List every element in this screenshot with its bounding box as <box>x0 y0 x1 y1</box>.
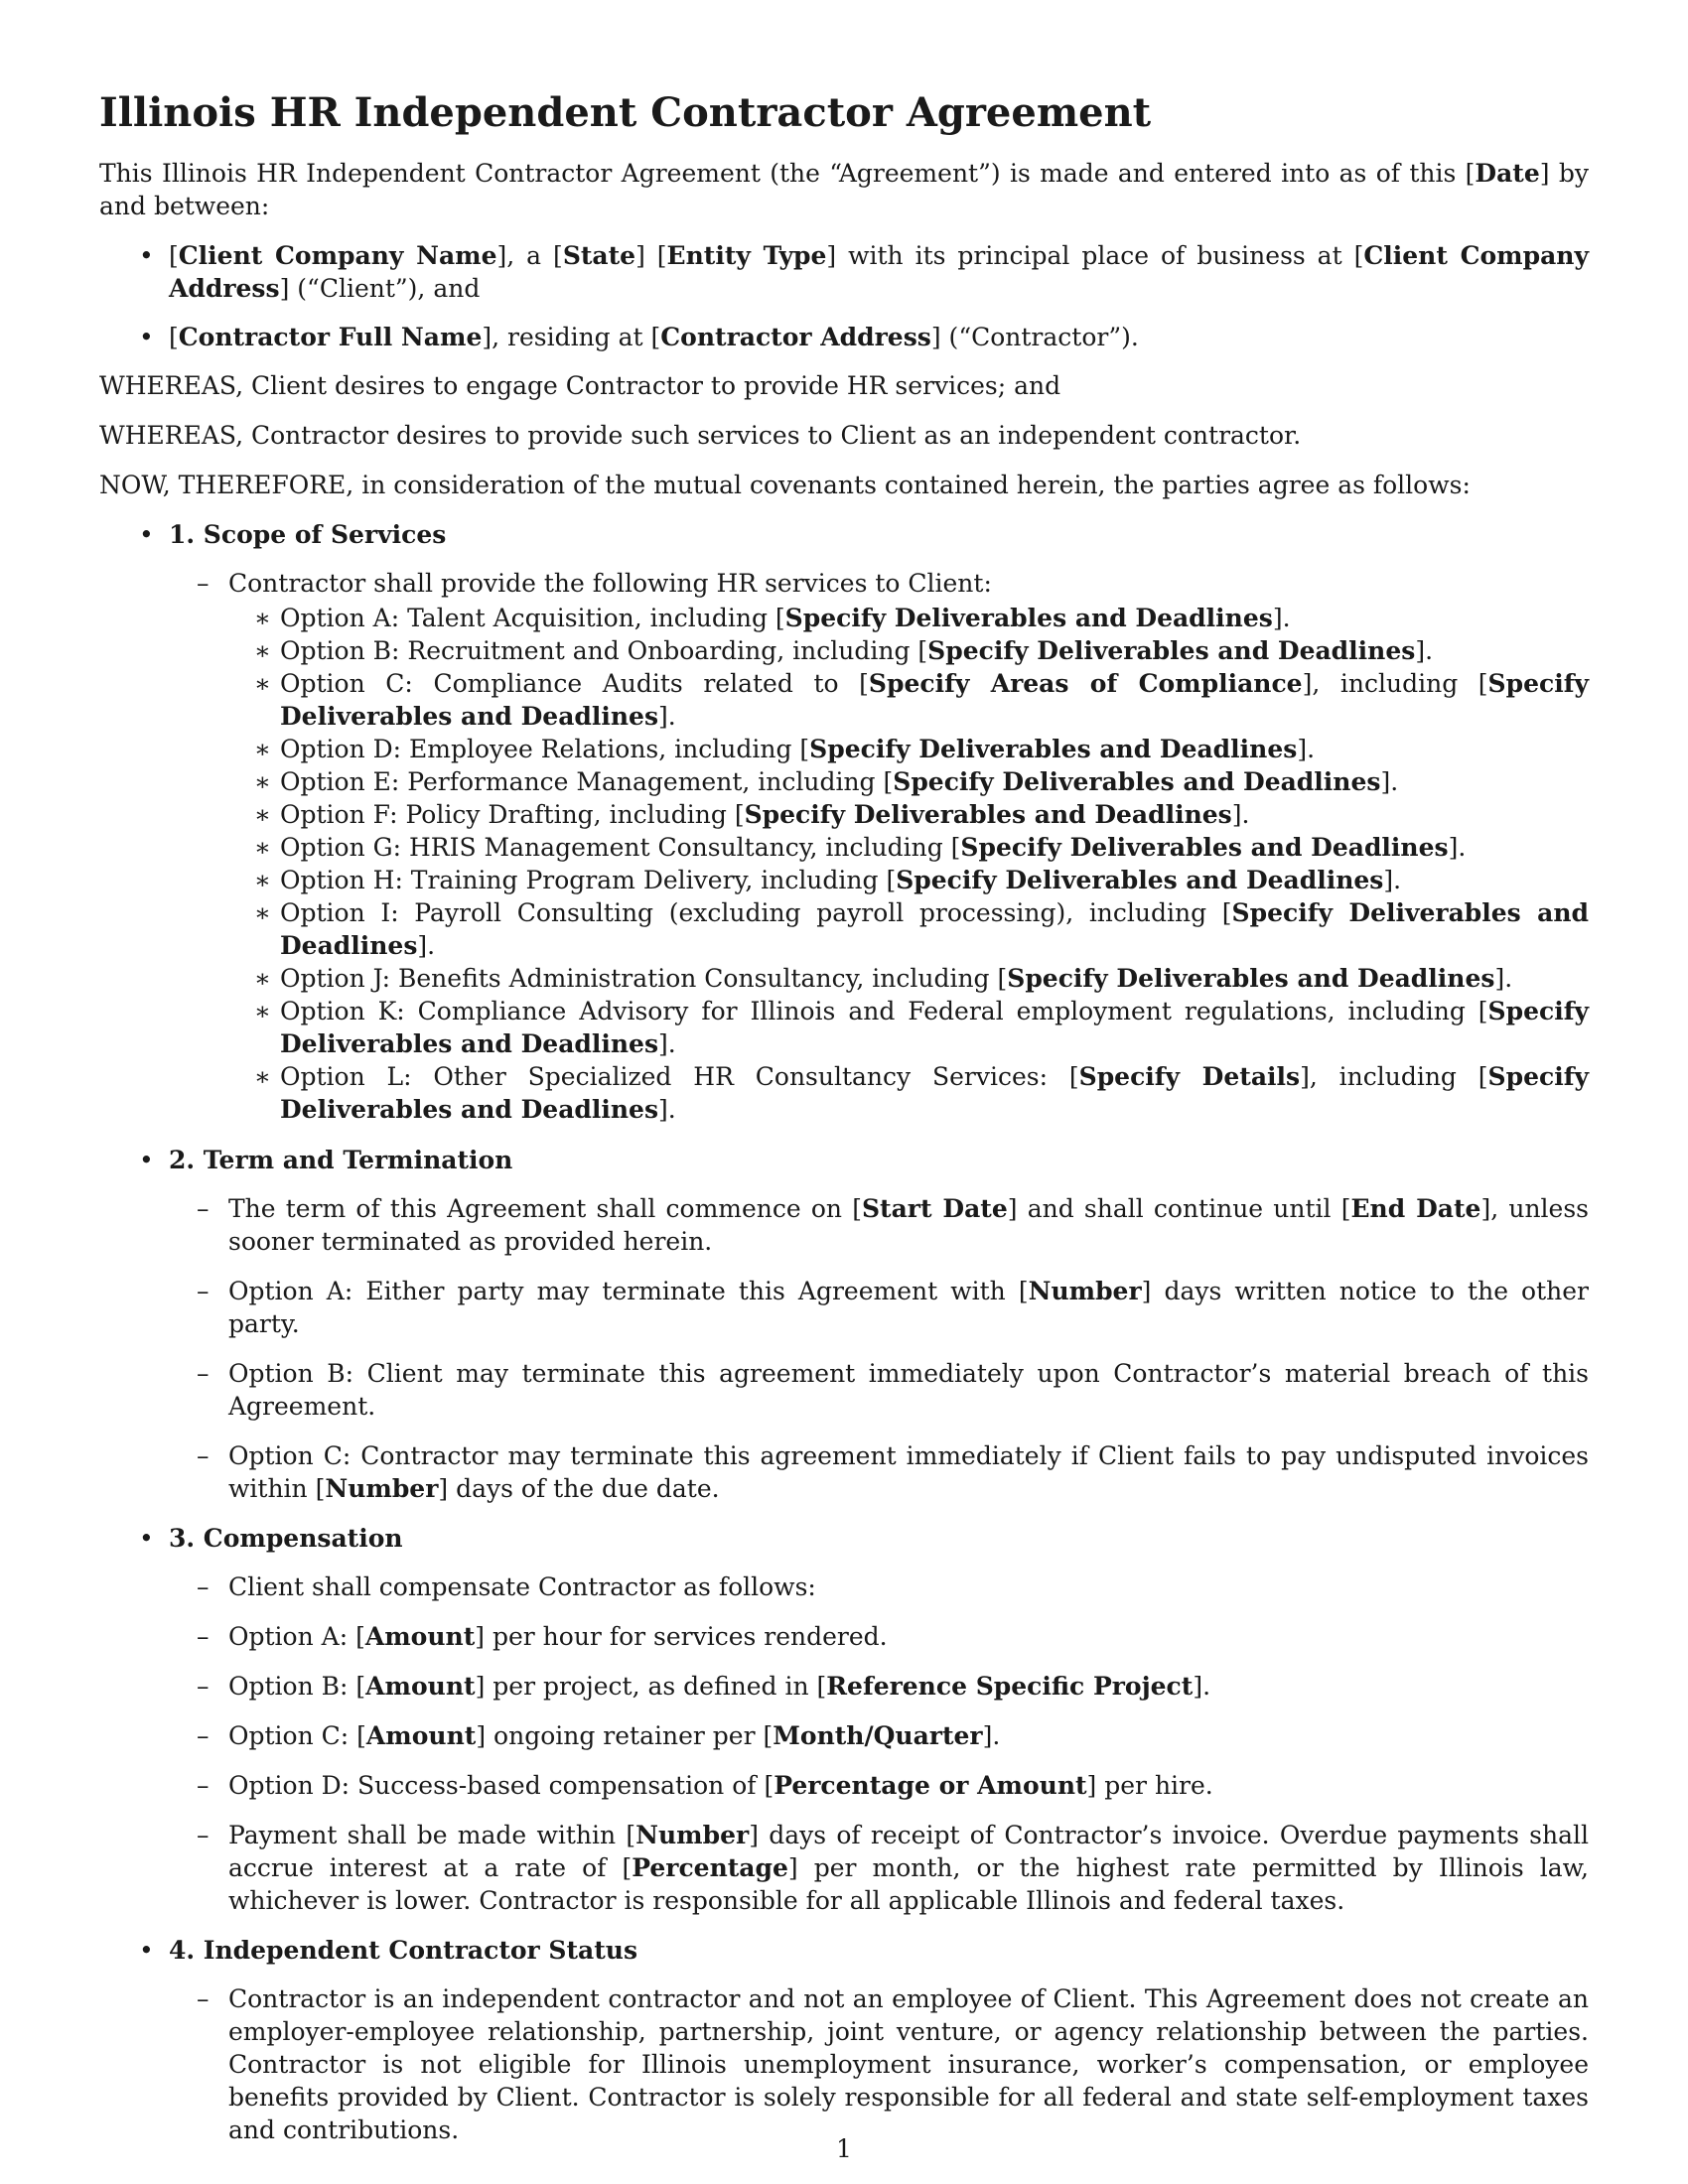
status-clause: – Contractor is an independent contractor and not an employee of Client. This Agreement does not create an employer-employee relationship, partnership, joint venture, or agency relationship between the parties. Contractor is not eligible for Illinois unemployment insurance, worker’s compensation, or employee benefits provided by Client. Contractor is solely responsible for all federal and state self-employment taxes and contributions. <box>169 1982 1589 2146</box>
term-option-b: – Option B: Client may terminate this agreement immediately upon Contractor’s material breach of this Agreement. <box>169 1357 1589 1423</box>
section-compensation <box>99 1522 1589 1917</box>
option-item: ∗ Option D: Employee Relations, including [Specify Deliverables and Deadlines]. <box>228 733 1589 765</box>
comp-lead: – Client shall compensate Contractor as follows: <box>169 1570 1589 1603</box>
term-option-c: – Option C: Contractor may terminate this agreement immediately if Client fails to pay undisputed invoices within [Number] days of the due date. <box>169 1439 1589 1505</box>
comp-payment: – Payment shall be made within [Number] days of receipt of Contractor’s invoice. Overdue payments shall accrue interest at a rate of [Percentage] per month, or the highest rate permitted by Illinois law, whichever is lower. Contractor is responsible for all applicable Illinois and federal taxes. <box>169 1819 1589 1917</box>
option-item: ∗ Option F: Policy Drafting, including [Specify Deliverables and Deadlines]. <box>228 798 1589 831</box>
comp-option-c: – Option C: [Amount] ongoing retainer per [Month/Quarter]. <box>169 1719 1589 1752</box>
sections-list <box>99 518 1589 2146</box>
option-item: ∗ Option I: Payroll Consulting (excluding payroll processing), including [Specify Deliverables and Deadlines]. <box>228 896 1589 962</box>
section-title: • 3. Compensation <box>169 1524 403 1553</box>
comp-option-d: – Option D: Success-based compensation of [Percentage or Amount] per hire. <box>169 1769 1589 1802</box>
intro-paragraph: This Illinois HR Independent Contractor Agreement (the “Agreement”) is made and entered into as of this [Date] by and between: <box>99 159 1589 220</box>
section-scope <box>99 518 1589 1126</box>
term-clause: – The term of this Agreement shall commence on [Start Date] and shall continue until [End Date], unless sooner terminated as provided herein. <box>169 1192 1589 1258</box>
section-term <box>99 1144 1589 1505</box>
option-item: ∗ Option B: Recruitment and Onboarding, including [Specify Deliverables and Deadlines]. <box>228 634 1589 667</box>
option-item: ∗ Option J: Benefits Administration Consultancy, including [Specify Deliverables and Deadlines]. <box>228 962 1589 995</box>
term-option-a: – Option A: Either party may terminate this Agreement with [Number] days written notice to the other party. <box>169 1275 1589 1340</box>
now-therefore: NOW, THEREFORE, in consideration of the mutual covenants contained herein, the parties agree as follows: <box>99 471 1471 499</box>
scope-lead: – Contractor shall provide the following HR services to Client: ∗ Option A: Talent Acquisition, including [Specify Deliverables and Deadlines]. ∗ Option B: Recruitment and Onboarding, including [Specify Deliverables and Deadlines]. ∗ Option C: Compliance Audits related to [Specify Areas of Compliance], including [Specify Deliverables and Deadlines]. ∗ Option D: Employee Relations, including [Specify Deliverables and Deadlines]. ∗ Option E: Performance Management, including [Specify Deliverables and Deadlines]. ∗ Option F: Policy Drafting, including [Specify Deliverables and Deadlines]. ∗ Option G: HRIS Management Consultancy, including [Specify Deliverables and Deadlines]. ∗ Option H: Training Program Delivery, including [Specify Deliverables and Deadlines]. ∗ Option I: Payroll Consulting (excluding payroll processing), including [Specify Deliverables and Deadlines]. ∗ Option J: Benefits Administration Consultancy, including [Specify Deliverables and Deadlines]. ∗ Option K: Compliance Advisory for Illinois and Federal employment regulations, including [Specify Deliverables and Deadlines]. ∗ Option L: Other Specialized HR Consultancy Services: [Specify Details], including [Specify Deliverables and Deadlines]. <box>169 567 1589 1126</box>
party-contractor: • [Contractor Full Name], residing at [Contractor Address] (“Contractor”). <box>99 321 1589 353</box>
option-item: ∗ Option A: Talent Acquisition, including [Specify Deliverables and Deadlines]. <box>228 602 1589 634</box>
document-page <box>99 79 1589 2163</box>
option-item: ∗ Option H: Training Program Delivery, including [Specify Deliverables and Deadlines]. <box>228 864 1589 896</box>
party-client: • [Client Company Name], a [State] [Entity Type] with its principal place of business at [Client Company Address] (“Client”), and <box>99 239 1589 305</box>
page-number: 1 <box>836 2134 852 2163</box>
whereas-2: WHEREAS, Contractor desires to provide such services to Client as an independent contractor. <box>99 421 1302 450</box>
section-contractor-status <box>99 1934 1589 2146</box>
date-placeholder: Date <box>1475 159 1540 188</box>
comp-option-a: – Option A: [Amount] per hour for services rendered. <box>169 1620 1589 1653</box>
whereas-1: WHEREAS, Client desires to engage Contractor to provide HR services; and <box>99 371 1061 400</box>
scope-options <box>228 602 1589 1126</box>
option-item: ∗ Option K: Compliance Advisory for Illinois and Federal employment regulations, including [Specify Deliverables and Deadlines]. <box>228 995 1589 1060</box>
option-item: ∗ Option L: Other Specialized HR Consultancy Services: [Specify Details], including [Specify Deliverables and Deadlines]. <box>228 1060 1589 1126</box>
section-title: • 1. Scope of Services <box>169 520 447 549</box>
option-item: ∗ Option G: HRIS Management Consultancy, including [Specify Deliverables and Deadlines]. <box>228 831 1589 864</box>
document-title: Illinois HR Independent Contractor Agreement <box>99 89 1152 136</box>
option-item: ∗ Option E: Performance Management, including [Specify Deliverables and Deadlines]. <box>228 765 1589 798</box>
comp-option-b: – Option B: [Amount] per project, as defined in [Reference Specific Project]. <box>169 1670 1589 1703</box>
section-title: • 4. Independent Contractor Status <box>169 1936 638 1965</box>
section-title: • 2. Term and Termination <box>169 1146 513 1174</box>
parties-list <box>99 239 1589 353</box>
option-item: ∗ Option C: Compliance Audits related to [Specify Areas of Compliance], including [Specify Deliverables and Deadlines]. <box>228 667 1589 733</box>
